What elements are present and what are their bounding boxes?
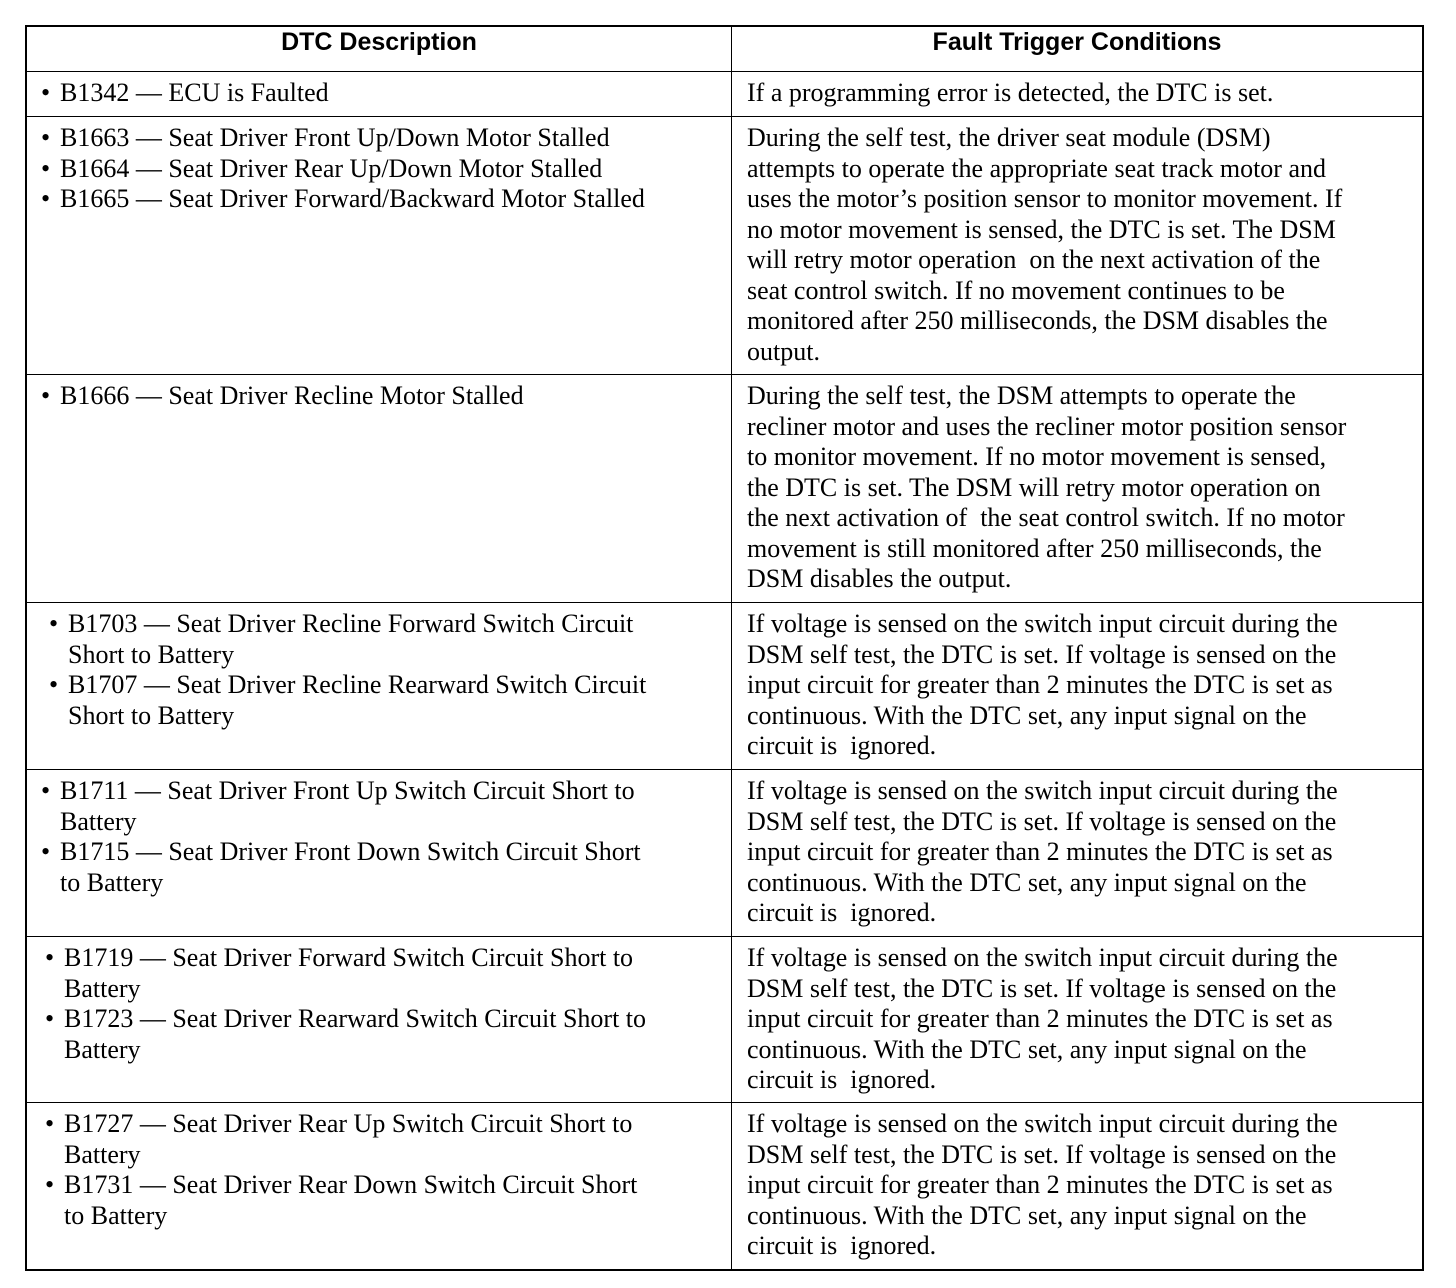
condition-text-line: continuous. With the DTC set, any input signal on the bbox=[747, 1200, 1307, 1230]
condition-text-line: If voltage is sensed on the switch input circuit during the bbox=[747, 776, 1338, 805]
dtc-text-line: B1723 — Seat Driver Rearward Switch Circuit Short to bbox=[64, 1004, 647, 1033]
dtc-list-item bbox=[41, 78, 721, 109]
dtc-list-item bbox=[41, 837, 721, 898]
condition-text-line: If voltage is sensed on the switch input circuit during the bbox=[747, 1109, 1338, 1138]
bullet-icon: • bbox=[41, 184, 51, 213]
header-dtc-description: DTC Description bbox=[26, 26, 732, 72]
fault-trigger-cell bbox=[732, 770, 1424, 937]
dtc-text-line: B1719 — Seat Driver Forward Switch Circuit Short to bbox=[64, 943, 634, 972]
dtc-text-line: Short to Battery bbox=[68, 639, 235, 669]
dtc-text-line: to Battery bbox=[64, 1200, 168, 1230]
condition-text-line: DSM self test, the DTC is set. If voltage is sensed on the bbox=[747, 973, 1337, 1003]
condition-text-line: seat control switch. If no movement continues to be bbox=[747, 275, 1285, 305]
dtc-list-item bbox=[41, 184, 721, 215]
condition-text-line: circuit is ignored. bbox=[747, 731, 937, 760]
dtc-list-item bbox=[45, 943, 721, 1004]
dtc-text-line: Battery bbox=[64, 1034, 141, 1064]
condition-text-line: input circuit for greater than 2 minutes the DTC is set as bbox=[747, 670, 1333, 699]
condition-text-line: attempts to operate the appropriate seat track motor and bbox=[747, 153, 1326, 183]
dtc-text-line: B1715 — Seat Driver Front Down Switch Circuit Short bbox=[60, 837, 641, 866]
condition-text-line: If voltage is sensed on the switch input circuit during the bbox=[747, 943, 1338, 972]
condition-text-line: uses the motor’s position sensor to monitor movement. If bbox=[747, 184, 1343, 213]
condition-text-line: monitored after 250 milliseconds, the DSM disables the bbox=[747, 306, 1328, 335]
bullet-icon: • bbox=[49, 670, 59, 699]
table-row bbox=[26, 117, 1423, 375]
condition-text-line: circuit is ignored. bbox=[747, 898, 937, 927]
fault-trigger-cell bbox=[732, 1103, 1424, 1270]
dtc-description-cell bbox=[26, 1103, 732, 1270]
bullet-icon: • bbox=[41, 123, 51, 152]
condition-text-line: movement is still monitored after 250 milliseconds, the bbox=[747, 533, 1322, 563]
dtc-list-item bbox=[49, 609, 721, 670]
dtc-text-line: B1731 — Seat Driver Rear Down Switch Circuit Short bbox=[64, 1170, 638, 1199]
condition-text-line: If a programming error is detected, the DTC is set. bbox=[747, 78, 1274, 107]
table-row bbox=[26, 770, 1423, 937]
dtc-description-cell bbox=[26, 117, 732, 375]
condition-text-line: recliner motor and uses the recliner motor position sensor bbox=[747, 411, 1347, 441]
condition-text-line: If voltage is sensed on the switch input circuit during the bbox=[747, 609, 1338, 638]
dtc-text-line: B1711 — Seat Driver Front Up Switch Circuit Short to bbox=[60, 776, 635, 805]
bullet-icon: • bbox=[41, 381, 51, 410]
dtc-text-line: B1703 — Seat Driver Recline Forward Switch Circuit bbox=[68, 609, 634, 638]
dtc-list-item bbox=[41, 123, 721, 154]
dtc-description-cell bbox=[26, 72, 732, 117]
table-header-row bbox=[26, 26, 1423, 72]
dtc-text-line: Short to Battery bbox=[68, 700, 235, 730]
condition-text-line: DSM self test, the DTC is set. If voltage is sensed on the bbox=[747, 806, 1337, 836]
table-row bbox=[26, 603, 1423, 770]
table-row bbox=[26, 375, 1423, 603]
dtc-text-line: B1707 — Seat Driver Recline Rearward Switch Circuit bbox=[68, 670, 647, 699]
dtc-text-line: Battery bbox=[64, 1139, 141, 1169]
fault-trigger-cell bbox=[732, 375, 1424, 603]
dtc-list-item bbox=[45, 1170, 721, 1231]
dtc-text-line: B1666 — Seat Driver Recline Motor Stalled bbox=[60, 381, 524, 410]
fault-trigger-cell bbox=[732, 603, 1424, 770]
dtc-description-cell bbox=[26, 603, 732, 770]
condition-text-line: circuit is ignored. bbox=[747, 1231, 937, 1260]
condition-text-line: no motor movement is sensed, the DTC is set. The DSM bbox=[747, 214, 1336, 244]
dtc-text-line: Battery bbox=[64, 973, 141, 1003]
dtc-text-line: B1664 — Seat Driver Rear Up/Down Motor Stalled bbox=[60, 153, 603, 183]
condition-text-line: output. bbox=[747, 336, 820, 366]
condition-text-line: During the self test, the driver seat module (DSM) bbox=[747, 123, 1271, 152]
condition-text-line: continuous. With the DTC set, any input signal on the bbox=[747, 1034, 1307, 1064]
table-row bbox=[26, 72, 1423, 117]
dtc-list-item bbox=[41, 381, 721, 412]
dtc-description-cell bbox=[26, 937, 732, 1103]
dtc-table bbox=[25, 25, 1424, 1271]
dtc-list-item bbox=[45, 1109, 721, 1170]
dtc-list-item bbox=[45, 1004, 721, 1065]
bullet-icon: • bbox=[45, 1109, 55, 1138]
condition-text-line: DSM disables the output. bbox=[747, 564, 1012, 593]
bullet-icon: • bbox=[45, 1004, 55, 1033]
condition-text-line: continuous. With the DTC set, any input signal on the bbox=[747, 867, 1307, 897]
condition-text-line: to monitor movement. If no motor movement is sensed, bbox=[747, 442, 1327, 471]
dtc-description-cell bbox=[26, 770, 732, 937]
dtc-list-item bbox=[41, 776, 721, 837]
fault-trigger-cell bbox=[732, 117, 1424, 375]
condition-text-line: input circuit for greater than 2 minutes the DTC is set as bbox=[747, 1004, 1333, 1033]
condition-text-line: the next activation of the seat control switch. If no motor bbox=[747, 503, 1345, 532]
condition-text-line: During the self test, the DSM attempts to operate the bbox=[747, 381, 1296, 410]
bullet-icon: • bbox=[49, 609, 59, 638]
dtc-list-item bbox=[49, 670, 721, 731]
bullet-icon: • bbox=[41, 78, 51, 107]
table-row bbox=[26, 937, 1423, 1103]
dtc-text-line: to Battery bbox=[60, 867, 164, 897]
dtc-text-line: B1342 — ECU is Faulted bbox=[60, 78, 329, 107]
condition-text-line: circuit is ignored. bbox=[747, 1065, 937, 1094]
bullet-icon: • bbox=[45, 1170, 55, 1199]
condition-text-line: input circuit for greater than 2 minutes the DTC is set as bbox=[747, 1170, 1333, 1199]
dtc-text-line: B1727 — Seat Driver Rear Up Switch Circuit Short to bbox=[64, 1109, 633, 1138]
fault-trigger-cell bbox=[732, 72, 1424, 117]
bullet-icon: • bbox=[45, 943, 55, 972]
table-row bbox=[26, 1103, 1423, 1270]
bullet-icon: • bbox=[41, 837, 51, 866]
dtc-text-line: Battery bbox=[60, 806, 137, 836]
table-body bbox=[26, 72, 1423, 1270]
condition-text-line: DSM self test, the DTC is set. If voltage is sensed on the bbox=[747, 639, 1337, 669]
condition-text-line: the DTC is set. The DSM will retry motor operation on bbox=[747, 472, 1321, 502]
dtc-description-cell bbox=[26, 375, 732, 603]
fault-trigger-cell bbox=[732, 937, 1424, 1103]
header-fault-trigger-conditions: Fault Trigger Conditions bbox=[732, 26, 1424, 72]
dtc-text-line: B1663 — Seat Driver Front Up/Down Motor Stalled bbox=[60, 123, 610, 152]
condition-text-line: continuous. With the DTC set, any input signal on the bbox=[747, 700, 1307, 730]
dtc-text-line: B1665 — Seat Driver Forward/Backward Motor Stalled bbox=[60, 184, 645, 213]
condition-text-line: will retry motor operation on the next activation of the bbox=[747, 245, 1321, 274]
condition-text-line: DSM self test, the DTC is set. If voltage is sensed on the bbox=[747, 1139, 1337, 1169]
bullet-icon: • bbox=[41, 153, 51, 183]
bullet-icon: • bbox=[41, 776, 51, 805]
condition-text-line: input circuit for greater than 2 minutes the DTC is set as bbox=[747, 837, 1333, 866]
dtc-list-item bbox=[41, 154, 721, 185]
